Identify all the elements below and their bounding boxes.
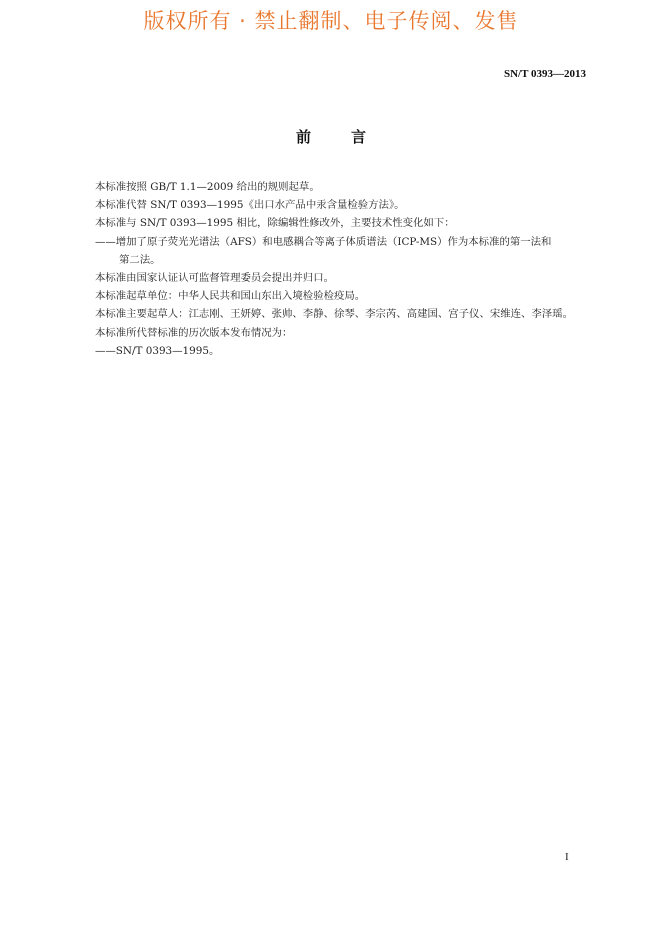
list-item-history: ——SN/T 0393—1995。 <box>95 344 220 357</box>
paragraph-drafters: 本标准主要起草人：江志刚、王妍婷、张帅、李静、徐琴、李宗芮、高建国、宫子仪、宋维连、李泽瑶。 <box>95 308 573 321</box>
preface-body <box>95 178 590 360</box>
page-title: 前言 <box>295 128 406 146</box>
paragraph-proposer: 本标准由国家认证认可监督管理委员会提出并归口。 <box>95 272 334 285</box>
copyright-watermark: 版权所有 · 禁止翻制、电子传阅、发售 <box>143 9 519 33</box>
paragraph-replaces: 本标准代替 SN/T 0393—1995《出口水产品中汞含量检验方法》。 <box>95 199 405 212</box>
paragraph-drafting-rules: 本标准按照 GB/T 1.1—2009 给出的规则起草。 <box>95 181 320 193</box>
list-item-change-continued: 第二法。 <box>119 253 161 266</box>
page-number: I <box>565 851 569 863</box>
paragraph-history-intro: 本标准所代替标准的历次版本发布情况为： <box>95 326 293 339</box>
paragraph-changes-intro: 本标准与 SN/T 0393—1995 相比，除编辑性修改外，主要技术性变化如下： <box>95 217 455 230</box>
list-item-change: ——增加了原子荧光光谱法（AFS）和电感耦合等离子体质谱法（ICP-MS）作为本标准的第一法和 <box>95 235 552 248</box>
paragraph-drafting-unit: 本标准起草单位：中华人民共和国山东出入境检验检疫局。 <box>95 290 366 303</box>
standard-code-header: SN/T 0393—2013 <box>503 68 586 80</box>
